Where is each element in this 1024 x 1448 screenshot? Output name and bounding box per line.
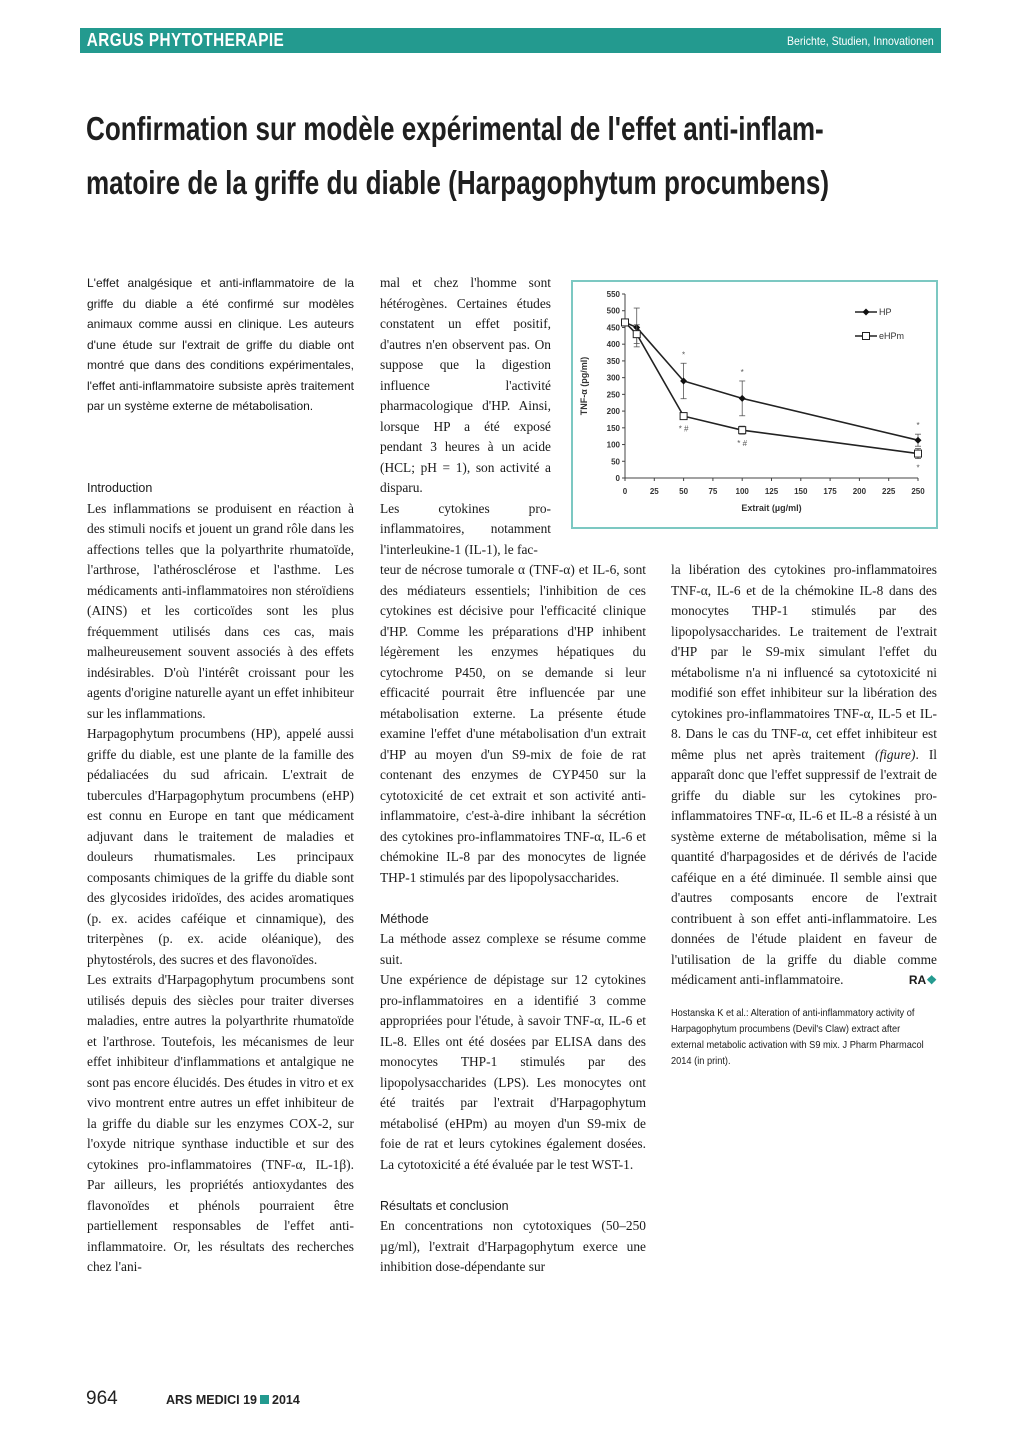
methode-paragraph-1: La méthode assez complexe se résume comme suit. bbox=[380, 931, 646, 967]
heading-introduction: Introduction bbox=[87, 481, 153, 495]
column-2-bottom bbox=[380, 560, 646, 1278]
figure-reference: (figure) bbox=[875, 746, 916, 762]
figure-tnf-alpha-chart bbox=[571, 280, 938, 529]
signature-initials: RA bbox=[908, 973, 927, 987]
significance-annotation: * bbox=[916, 463, 920, 473]
data-point bbox=[633, 331, 640, 338]
col2-paragraph-1: mal et chez l'homme sont hétérogènes. Certaines études constatent un effet positif, d'autres n'en observent pas. On suppose que la digestion influence l'activité pharmacologique d'HP. Ainsi, lorsque HP a été exposé pendant 3 heures à un acide (HCL; pH = 1), son activité a disparu. bbox=[380, 275, 551, 495]
diamond-icon: ❖ bbox=[926, 973, 937, 987]
issue-year: 2014 bbox=[272, 1393, 300, 1407]
section-header-bar bbox=[80, 28, 941, 53]
reference-citation: Hostanska K et al.: Alteration of anti-inflammatory activity of Harpagophytum procumbens (Devil's Claw) extract after external metabolic activation with S9 mix. J Pharm Pharmacol 2014 (in print). bbox=[671, 1006, 924, 1067]
data-point bbox=[915, 450, 922, 457]
article-title bbox=[86, 102, 830, 210]
col2-paragraph-2-cont: teur de nécrose tumorale α (TNF-α) et IL-6, sont des médiateurs essentiels; l'inhibition de ces cytokines est décisive pour l'efficacité clinique d'HP. Comme les préparations d'HP inhibent légèrement les enzymes hépatiques du cytochrome P450, on se demande si leur efficacité pourrait être influencée par une métabolisation externe. La présente étude examine l'effet d'une métabolisation d'un extrait d'HP au moyen d'un S9-mix de foie de rat contenant des enzymes de CYP450 sur la cytotoxicité de cet extrait et son activité anti-inflammatoire, c'est-à-dire inhibant la sécrétion des cytokines pro-inflammatoires TNF-α, IL-6 et chémokine IL-8 par des monocytes de lignée THP-1 stimulés par des lipopolysaccharides. bbox=[380, 562, 646, 885]
x-tick-label: 200 bbox=[852, 487, 867, 496]
section-brand: ARGUS PHYTOTHERAPIE bbox=[86, 30, 285, 50]
methode-paragraph-2: Une expérience de dépistage sur 12 cytokines pro-inflammatoires en a identifié 3 comme appropriées pour l'étude, à savoir TNF-α, IL-6 et IL-8. Elles ont été dosées par ELISA dans des monocytes THP-1 stimulés par des lipopolysaccharides (LPS). Les monocytes ont été traités par l'extrait d'Harpagophytum métabolisé (eHPm) au moyen d'un S9-mix de foie de rat et leurs cytokines également dosées. La cytotoxicité a été évaluée par le test WST-1. bbox=[380, 972, 646, 1172]
y-tick-label: 150 bbox=[606, 423, 620, 433]
resultats-paragraph-1: En concentrations non cytotoxiques (50–250 µg/ml), l'extrait d'Harpagophytum exerce une inhibition dose-dépendante sur bbox=[380, 1218, 646, 1274]
y-tick-label: 100 bbox=[606, 440, 620, 450]
y-tick-label: 350 bbox=[606, 356, 620, 366]
x-tick-label: 100 bbox=[735, 487, 749, 496]
x-tick-label: 25 bbox=[649, 487, 659, 496]
page-number: 964 bbox=[86, 1388, 118, 1409]
significance-annotation: * bbox=[740, 367, 744, 377]
significance-annotation: * # bbox=[737, 439, 748, 449]
legend-label-eHPm: eHPm bbox=[879, 331, 905, 341]
x-axis-label: Extrait (µg/ml) bbox=[741, 503, 802, 513]
x-tick-label: 175 bbox=[823, 487, 837, 496]
heading-resultats: Résultats et conclusion bbox=[380, 1198, 509, 1213]
page-footer bbox=[86, 1388, 300, 1410]
x-tick-label: 150 bbox=[794, 487, 808, 496]
section-subtitle: Berichte, Studien, Innovationen bbox=[787, 33, 934, 48]
data-point bbox=[680, 413, 687, 420]
magazine-name: ARS MEDICI 19 bbox=[166, 1393, 257, 1407]
data-point bbox=[739, 427, 746, 434]
title-line-1: Confirmation sur modèle expérimental de l'effet anti-inflam- bbox=[86, 110, 824, 147]
x-tick-label: 125 bbox=[764, 487, 779, 496]
y-tick-label: 550 bbox=[606, 290, 620, 299]
column-3 bbox=[671, 560, 937, 1069]
significance-annotation: * # bbox=[678, 424, 689, 434]
data-point bbox=[622, 319, 629, 326]
x-tick-label: 0 bbox=[622, 487, 628, 496]
line-chart bbox=[573, 282, 936, 527]
col2-paragraph-2-start: Les cytokines pro-inflammatoires, notamment l'interleukine-1 (IL-1), le fac- bbox=[380, 500, 551, 557]
y-tick-label: 500 bbox=[606, 306, 620, 316]
y-tick-label: 250 bbox=[606, 390, 620, 400]
series-line-HP bbox=[625, 322, 918, 440]
y-tick-label: 0 bbox=[615, 474, 620, 483]
column-2-top bbox=[380, 273, 551, 560]
intro-paragraph-1: Les inflammations se produisent en réaction à des stimuli nocifs et jouent un grand rôle dans les affections telles que la polyarthrite rhumatoïde, l'arthrose, l'athérosclérose et l'asthme. Les médicaments anti-inflammatoires non stéroïdiens (AINS) et les corticoïdes sont les plus fréquemment utilisés dans ces cas, mais malheureusement souvent associés à des effets indésirables. D'où l'intérêt croissant pour les agents d'origine naturelle ayant un effet inhibiteur sur les inflammations. bbox=[87, 500, 354, 721]
y-axis-label: TNF-α (pg/ml) bbox=[579, 356, 589, 416]
square-icon bbox=[260, 1395, 269, 1404]
column-1 bbox=[87, 273, 354, 1278]
lead-paragraph: L'effet analgésique et anti-inflammatoire de la griffe du diable a été confirmé sur modèles animaux comme aussi en clinique. Les auteurs d'une étude sur l'extrait de griffe du diable ont montré que dans des conditions expérimentales, l'effet anti-inflammatoire subsiste après traitement par un système externe de métabolisation. bbox=[87, 276, 354, 413]
x-tick-label: 75 bbox=[708, 487, 718, 496]
x-tick-label: 50 bbox=[679, 487, 689, 496]
series-line-eHPm bbox=[625, 322, 918, 453]
significance-annotation: * bbox=[916, 421, 920, 431]
y-tick-label: 300 bbox=[606, 373, 620, 383]
y-tick-label: 400 bbox=[606, 340, 620, 350]
author-signature bbox=[909, 970, 937, 991]
magazine-issue bbox=[166, 1393, 300, 1407]
title-line-2: matoire de la griffe du diable (Harpagophytum procumbens) bbox=[86, 164, 830, 201]
y-tick-label: 450 bbox=[606, 323, 620, 333]
x-tick-label: 225 bbox=[882, 487, 896, 496]
significance-annotation: * bbox=[682, 350, 686, 360]
intro-paragraph-2: Harpagophytum procumbens (HP), appelé aussi griffe du diable, est une plante de la famille des pédaliacées du sud africain. L'extrait de tubercules d'Harpagophytum procumbens (eHP) est connu en Europe en tant que médicament adjuvant dans le traitement de maladies et douleurs rhumatismales. Les principaux composants chimiques de la griffe du diable sont des glycosides iridoïdes, des acides aromatiques (p. ex. acides caféique et cinnamique), des triterpènes (p. ex. acide oléanique), des phytostérols, des sucres et des flavonoïdes. bbox=[87, 726, 354, 967]
col3-paragraph bbox=[671, 560, 937, 991]
intro-paragraph-3: Les extraits d'Harpagophytum procumbens sont utilisés depuis des siècles pour traiter diverses maladies, entre autres la polyarthrite rhumatoïde et l'arthrose. Toutefois, les mécanismes de leur effet inhibiteur d'inflammations et antalgique ne sont pas encore élucidés. Des études in vitro et ex vivo montrent entre autres un effet inhibiteur de la griffe du diable sur les enzymes COX-2, sur l'oxyde nitrique synthase inductible et sur des cytokines pro-inflammatoires (TNF-α, IL-1β). Par ailleurs, les propriétés antioxydantes des flavonoïdes et phénols pourraient être partiellement responsables de l'effet anti-inflammatoire. Or, les résultats des recherches chez l'ani- bbox=[87, 972, 354, 1274]
col3-text-b: . Il apparaît donc que l'effet suppressif de l'extrait de griffe du diable sur les cytokines pro-inflammatoires TNF-α, IL-6 et IL-8 a résisté à un système externe de métabolisation, même si la quantité d'harpagosides et de dérivés de l'acide caféique en a été diminuée. Il semble ainsi que d'autres composants encore de l'extrait contribuent à son effet anti-inflammatoire. Les données de l'étude plaident en faveur de l'utilisation de la griffe du diable comme médicament anti-inflammatoire. bbox=[671, 746, 937, 987]
x-tick-label: 250 bbox=[911, 487, 925, 496]
col3-text-a: la libération des cytokines pro-inflammatoires TNF-α, IL-6 et de la chémokine IL-8 dans des monocytes THP-1 stimulés par des lipopolysaccharides. Le traitement de l'extrait d'HP par le S9-mix simulant l'effet du métabolisme n'a ni influencé sa cytotoxicité ni modifié son effet inhibiteur sur la libération des cytokines pro-inflammatoires TNF-α, IL-5 et IL-8. Dans le cas du TNF-α, cet effet inhibiteur est même plus net après traitement bbox=[671, 562, 937, 762]
y-tick-label: 200 bbox=[606, 407, 620, 417]
heading-methode: Méthode bbox=[380, 911, 429, 926]
legend-label-HP: HP bbox=[879, 307, 892, 317]
y-tick-label: 50 bbox=[611, 457, 620, 467]
data-point bbox=[739, 395, 746, 402]
data-point bbox=[915, 437, 922, 444]
